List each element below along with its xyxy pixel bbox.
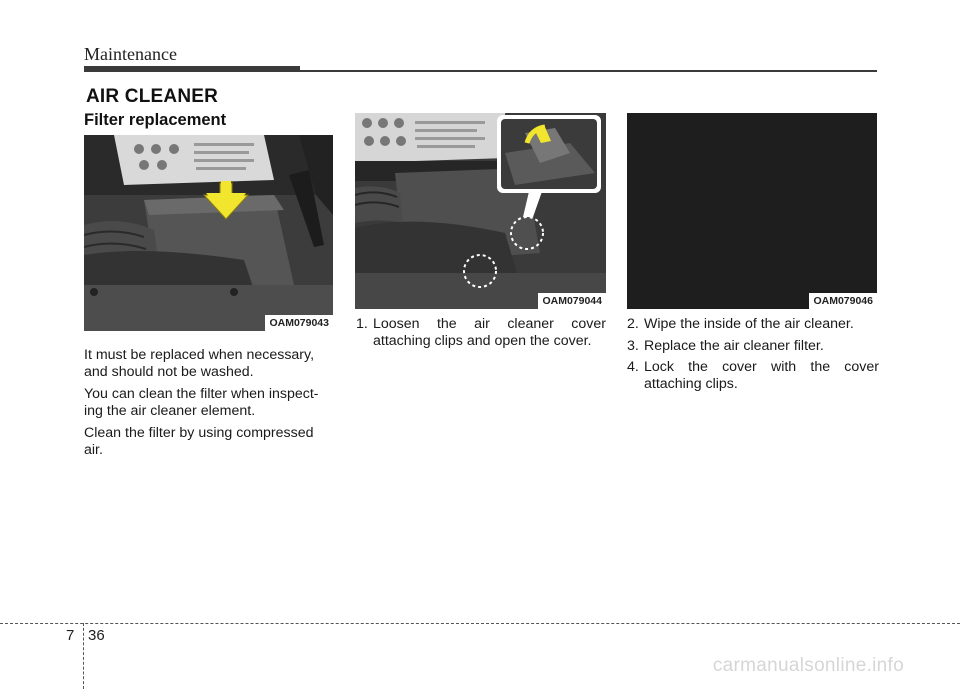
step-text: Replace the air cleaner filter. [644, 337, 824, 354]
header-rule-thick [84, 66, 300, 72]
photo-code-label: OAM079046 [809, 293, 877, 309]
step-text: Lock the cover with the cover attaching clips. [644, 359, 879, 392]
step-item [627, 316, 879, 333]
step-item [627, 338, 879, 355]
paragraph: It must be replaced when necessary, and should not be washed. [84, 347, 315, 380]
photo-air-cleaner-location [84, 135, 333, 331]
step-number: 1. [356, 316, 368, 332]
header-rule-thin [300, 70, 877, 72]
footer-rule [0, 623, 960, 624]
step-item [627, 359, 879, 392]
step-text: Loosen the air cleaner cover attaching clips and open the cover. [373, 316, 606, 349]
step-item [356, 316, 606, 349]
paragraph: Clean the filter by using compressed air. [84, 425, 314, 458]
chapter-header-title: Maintenance [84, 44, 177, 64]
step-number: 3. [627, 337, 639, 354]
step-number: 2. [627, 316, 639, 332]
photo-loosen-clips [355, 113, 606, 309]
photo-code-label: OAM079043 [265, 315, 333, 331]
step-number: 4. [627, 359, 639, 375]
steps-list-part1 [356, 316, 606, 354]
paragraph: You can clean the filter when inspect-ing the air cleaner element. [84, 386, 319, 419]
steps-list-part2 [627, 316, 879, 397]
footer-divider [83, 623, 84, 689]
photo-filter-element [627, 113, 877, 309]
watermark-text: carmanualsonline.info [712, 655, 904, 676]
step-text: Wipe the inside of the air cleaner. [644, 316, 854, 332]
footer-page-number: 36 [88, 627, 105, 644]
subsection-title: Filter replacement [84, 111, 227, 129]
photo-code-label: OAM079044 [538, 293, 606, 309]
intro-text [84, 347, 336, 464]
footer-chapter-number: 7 [66, 627, 75, 644]
section-title: AIR CLEANER [86, 86, 219, 107]
